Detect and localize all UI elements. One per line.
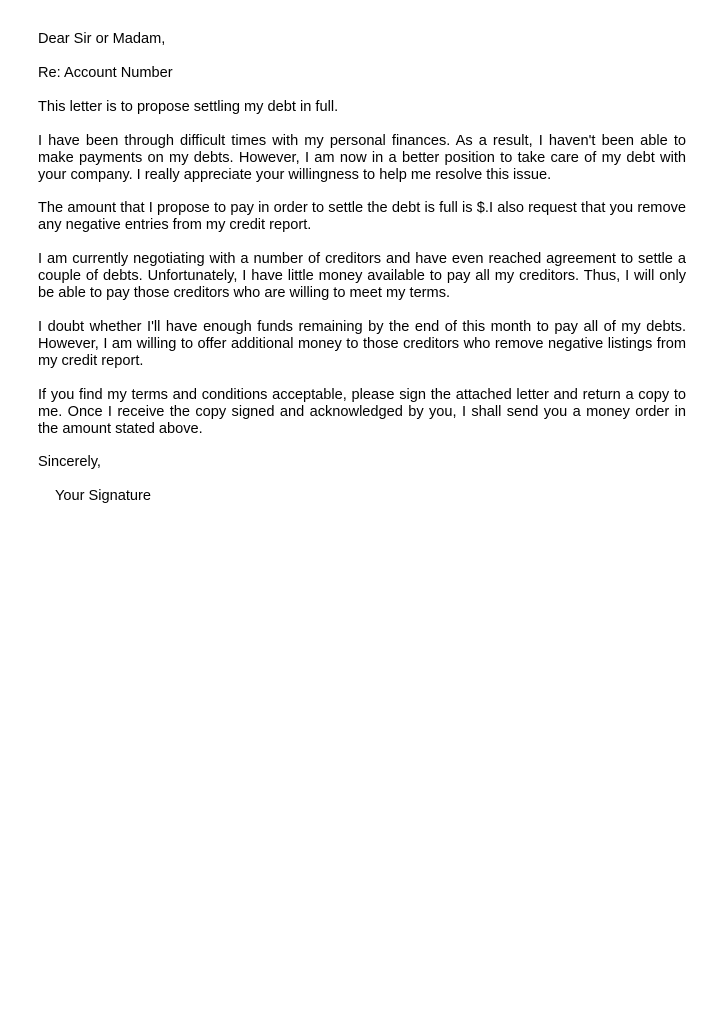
intro-paragraph: This letter is to propose settling my debt in full. [38,98,339,115]
salutation: Dear Sir or Madam, [38,31,166,47]
settlement-amount-paragraph: The amount that I propose to pay in order to settle the debt is full is $.I also request that you remove any negative entries from my credit report. [38,200,686,234]
terms-paragraph: If you find my terms and conditions acceptable, please sign the attached letter and return a copy to me. Once I receive the copy signed and acknowledged by you, I shall send you a money order in the amount stated above. [38,386,686,437]
negotiation-paragraph: I am currently negotiating with a number of creditors and have even reached agreement to settle a couple of debts. Unfortunately, I have little money available to pay all my creditors. Thus, I will only be able to pay those creditors who are willing to meet my terms. [38,251,686,302]
letter-page [38,31,686,505]
signature-line: Your Signature [55,488,152,505]
closing: Sincerely, [38,454,101,471]
reference-line: Re: Account Number [38,64,173,81]
hardship-paragraph: I have been through difficult times with my personal finances. As a result, I haven't been able to make payments on my debts. However, I am now in a better position to take care of my debt with your company. I really appreciate your willingness to help me resolve this issue. [38,132,686,183]
funds-paragraph: I doubt whether I'll have enough funds remaining by the end of this month to pay all of my debts. However, I am willing to offer additional money to those creditors who remove negative listings from my credit report. [38,318,686,369]
